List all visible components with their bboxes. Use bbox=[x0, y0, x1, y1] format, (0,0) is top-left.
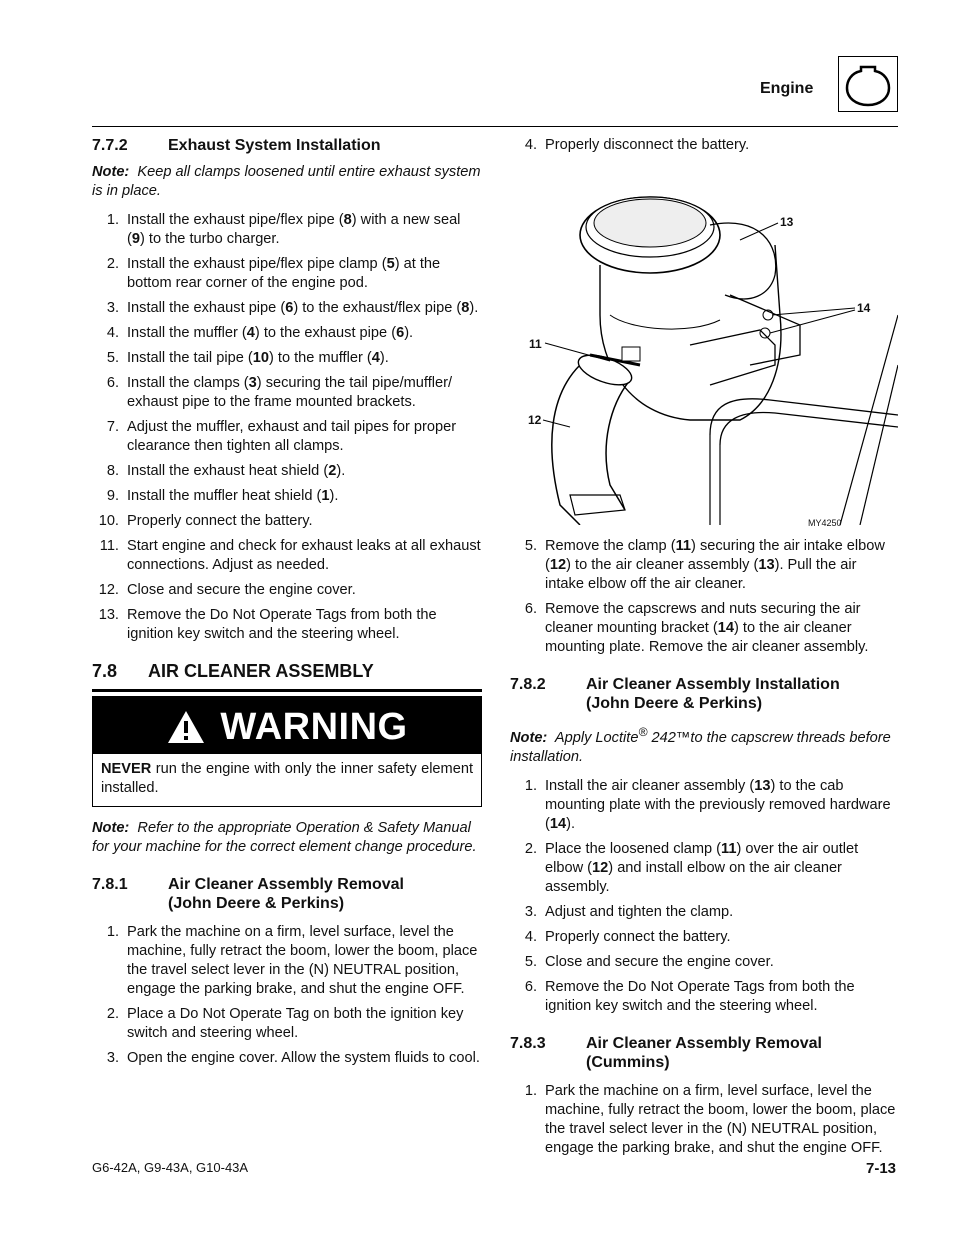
callout-14: 14 bbox=[857, 301, 871, 315]
list-item: 7. Adjust the muffler, exhaust and tail pipes for proper clearance then tighten all clamps. bbox=[106, 419, 457, 454]
section-7-8-2-heading: 7.8.2 Air Cleaner Assembly Installation (John Deere & Perkins) bbox=[510, 676, 840, 712]
warning-text: NEVER run the engine with only the inner safety element installed. bbox=[101, 761, 473, 796]
list-item: 2. Install the exhaust pipe/flex pipe clamp (5) at the bottom rear corner of the engine pod. bbox=[106, 256, 441, 291]
note-7-7-2: Note: Keep all clamps loosened until entire exhaust system is in place. bbox=[92, 164, 481, 199]
note-7-8-2: Note: Apply Loctite® 242™to the capscrew threads before installation. bbox=[510, 725, 891, 765]
list-item: 3. Adjust and tighten the clamp. bbox=[524, 903, 734, 920]
list-item: 11. Start engine and check for exhaust leaks at all exhaust connections. Adjust as needed. bbox=[99, 538, 481, 573]
exhaust-steps-list bbox=[92, 211, 482, 644]
right-column bbox=[510, 136, 898, 1164]
section-7-7-2-heading: 7.7.2 Exhaust System Installation bbox=[92, 137, 381, 154]
list-item: 5. Install the tail pipe (10) to the muffler (4). bbox=[106, 350, 389, 366]
engine-icon bbox=[838, 56, 898, 112]
section-7-8-heading: 7.8 AIR CLEANER ASSEMBLY bbox=[92, 661, 374, 681]
warning-banner bbox=[93, 697, 481, 754]
list-item: 6. Install the clamps (3) securing the tail pipe/muffler/ exhaust pipe to the frame mounted brackets. bbox=[106, 375, 453, 410]
list-item: 13. Remove the Do Not Operate Tags from both the ignition key switch and the steering wheel. bbox=[98, 607, 437, 642]
page-number: 7-13 bbox=[866, 1160, 897, 1177]
list-item: 6. Remove the Do Not Operate Tags from both the ignition key switch and the steering wheel. bbox=[524, 978, 855, 1014]
list-item: 3. Open the engine cover. Allow the system fluids to cool. bbox=[106, 1050, 480, 1066]
list-item: 3. Install the exhaust pipe (6) to the exhaust/flex pipe (8). bbox=[106, 300, 479, 316]
list-item: 4. Properly disconnect the battery. bbox=[524, 137, 750, 153]
note-7-8: Note: Refer to the appropriate Operation & Safety Manual for your machine for the correct element change procedure. bbox=[92, 820, 477, 855]
list-item: 10. Properly connect the battery. bbox=[98, 513, 313, 529]
battery-step-list bbox=[510, 136, 898, 155]
header-rule bbox=[92, 126, 898, 127]
warning-box bbox=[92, 696, 482, 807]
installation-steps-list bbox=[510, 777, 898, 1016]
list-item: 12. Close and secure the engine cover. bbox=[98, 582, 356, 598]
list-item: 1. Install the air cleaner assembly (13) to the cab mounting plate with the previously removed hardware (14). bbox=[524, 777, 891, 832]
callout-11: 11 bbox=[529, 337, 542, 351]
removal-steps-continued bbox=[510, 537, 898, 657]
list-item: 2. Place a Do Not Operate Tag on both the ignition key switch and steering wheel. bbox=[106, 1006, 464, 1041]
callout-13: 13 bbox=[780, 215, 794, 229]
list-item: 6. Remove the capscrews and nuts securing the air cleaner mounting bracket (14) to the air cleaner mounting plate. Remove the air cleaner assembly. bbox=[524, 601, 869, 655]
left-column bbox=[92, 136, 482, 1074]
page-header-title: Engine bbox=[760, 80, 814, 97]
figure-id: MY4250 bbox=[808, 518, 842, 528]
cummins-removal-steps-list bbox=[510, 1082, 898, 1158]
section-7-8-3-heading: 7.8.3 Air Cleaner Assembly Removal (Cummins) bbox=[510, 1034, 822, 1071]
list-item: 9. Install the muffler heat shield (1). bbox=[106, 488, 339, 504]
footer-models: G6-42A, G9-43A, G10-43A bbox=[92, 1160, 249, 1175]
warning-triangle-icon bbox=[166, 709, 206, 745]
list-item: 4. Properly connect the battery. bbox=[524, 928, 731, 945]
section-rule bbox=[92, 689, 482, 692]
list-item: 5. Remove the clamp (11) securing the air intake elbow (12) to the air cleaner assembly (13). Pull the air intake elbow off the air cleaner. bbox=[524, 538, 885, 592]
list-item: 8. Install the exhaust heat shield (2). bbox=[106, 463, 346, 479]
air-cleaner-illustration bbox=[510, 165, 898, 525]
list-item: 1. Install the exhaust pipe/flex pipe (8) with a new seal (9) to the turbo charger. bbox=[106, 212, 461, 247]
list-item: 2. Place the loosened clamp (11) over the air outlet elbow (12) and install elbow on the air cleaner assembly. bbox=[524, 840, 859, 895]
air-cleaner-figure bbox=[510, 165, 898, 528]
section-7-8-1-heading: 7.8.1 Air Cleaner Assembly Removal (John Deere & Perkins) bbox=[92, 876, 404, 912]
list-item: 5. Close and secure the engine cover. bbox=[524, 953, 774, 970]
list-item: 4. Install the muffler (4) to the exhaust pipe (6). bbox=[106, 325, 414, 341]
callout-12: 12 bbox=[528, 413, 542, 427]
removal-steps-list bbox=[92, 923, 482, 1068]
list-item: 1. Park the machine on a firm, level surface, level the machine, fully retract the boom, lower the boom, place the travel select lever in the (N) NEUTRAL position, engage the parking brake, and shut the engine OFF. bbox=[106, 924, 478, 997]
warning-title: WARNING bbox=[220, 705, 408, 748]
list-item: 1. Park the machine on a firm, level surface, level the machine, fully retract the boom, lower the boom, place the travel select lever in the (N) NEUTRAL position, engage the parking brake, and shut the engine OFF. bbox=[524, 1082, 896, 1156]
